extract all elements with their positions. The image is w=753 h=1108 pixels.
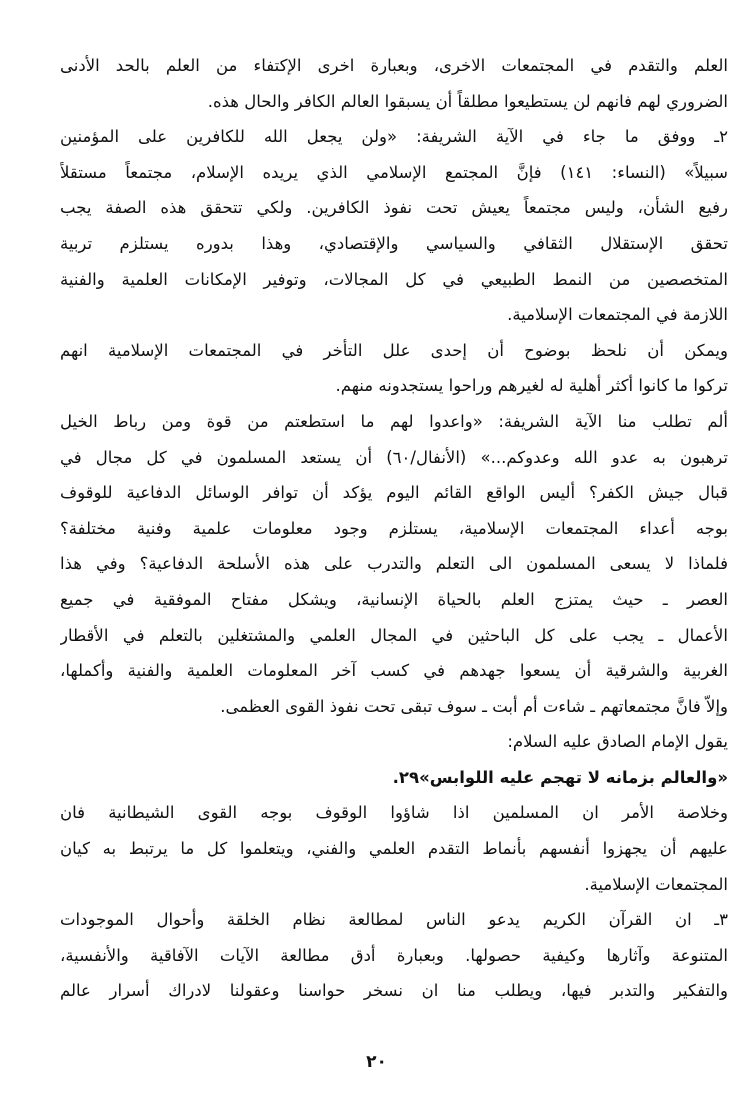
text-line: الغربية والشرقية أن يسعوا جهدهم في كسب آخر المعلومات العلمية والفنية وأكملها،: [60, 661, 728, 681]
text-line: المتنوعة وآثارها وكيفية حصولها. وبعبارة أدق مطالعة الآيات الآفاقية والأنفسية،: [60, 945, 728, 965]
text-line: ويمكن أن نلحظ بوضوح أن إحدى علل التأخر في المجتمعات الإسلامية انهم: [60, 340, 728, 360]
text-line: ٢ـ ووفق ما جاء في الآية الشريفة: «ولن يجعل الله للكافرين على المؤمنين: [60, 127, 728, 147]
page-number: ٢٠: [366, 1052, 387, 1072]
text-line: رفيع الشأن، وليس مجتمعاً يعيش تحت نفوذ الكافرين. ولكي تتحقق هذه الصفة يجب: [60, 198, 728, 218]
text-line: وإلاّ فانَّ مجتمعاتهم ـ شاءت أم أبت ـ سوف تبقى تحت نفوذ القوى العظمى.: [220, 696, 728, 716]
text-line: ٣ـ ان القرآن الكريم يدعو الناس لمطالعة نظام الخلقة وأحوال الموجودات: [60, 910, 728, 930]
body-text: [60, 48, 728, 1009]
text-line: تركوا ما كانوا أكثر أهلية له لغيرهم وراحوا يستجدونه منهم.: [335, 376, 728, 396]
text-line: المجتمعات الإسلامية.: [584, 874, 728, 894]
text-line: ترهبون به عدو الله وعدوكم...» (الأنفال/٦٠) أن يستعد المسلمون في كل مجال في: [60, 447, 728, 467]
text-line: تحقق الإستقلال الثقافي والسياسي والإقتصادي، وهذا بدوره يستلزم تربية: [60, 233, 728, 253]
text-line: سبيلاً» (النساء: ١٤١) فإنَّ المجتمع الإسلامي الذي يريده الإسلام، مجتمعاً مستقلاً: [60, 162, 728, 182]
text-line: اللازمة في المجتمعات الإسلامية.: [507, 305, 728, 325]
text-line: المتخصصين من النمط الطبيعي في كل المجالات، وتوفير الإمكانات العلمية والفنية: [60, 269, 728, 289]
quote-line: «والعالم بزمانه لا تهجم عليه اللوابس»٢٩.: [392, 767, 728, 787]
text-line: ألم تطلب منا الآية الشريفة: «واعدوا لهم ما استطعتم من قوة ومن رباط الخيل: [60, 411, 728, 431]
text-line: بوجه أعداء المجتمعات الإسلامية، يستلزم وجود معلومات علمية وفنية مختلفة؟: [60, 518, 728, 538]
text-line: فلماذا لا يسعى المسلمون الى التعلم والتدرب على هذه الأسلحة الدفاعية؟ وفي هذا: [60, 554, 728, 574]
text-line: يقول الإمام الصادق عليه السلام:: [507, 732, 728, 752]
text-line: العصر ـ حيث يمتزج العلم بالحياة الإنسانية، ويشكل مفتاح الموفقية في جميع: [60, 589, 728, 609]
text-line: الضروري لهم فانهم لن يستطيعوا مطلقاً أن يسبقوا العالم الكافر والحال هذه.: [207, 91, 728, 111]
text-line: قبال جيش الكفر؟ أليس الواقع القائم اليوم يؤكد أن توافر الوسائل الدفاعية للوقوف: [60, 483, 728, 503]
text-line: وخلاصة الأمر ان المسلمين اذا شاؤوا الوقوف بوجه القوى الشيطانية فان: [60, 803, 728, 823]
text-line: العلم والتقدم في المجتمعات الاخرى، وبعبارة اخرى الإكتفاء من العلم بالحد الأدنى: [60, 56, 728, 75]
text-line: عليهم أن يجهزوا أنفسهم بأنماط التقدم العلمي والفني، ويتعلموا كل ما يرتبط به كيان: [60, 839, 728, 859]
text-line: الأعمال ـ يجب على كل الباحثين في المجال العلمي والمشتغلين بالتعلم في الأقطار: [60, 625, 728, 645]
text-line: والتفكير والتدبر فيها، ويطلب منا ان نسخر حواسنا وعقولنا لادراك أسرار عالم: [60, 981, 728, 1001]
